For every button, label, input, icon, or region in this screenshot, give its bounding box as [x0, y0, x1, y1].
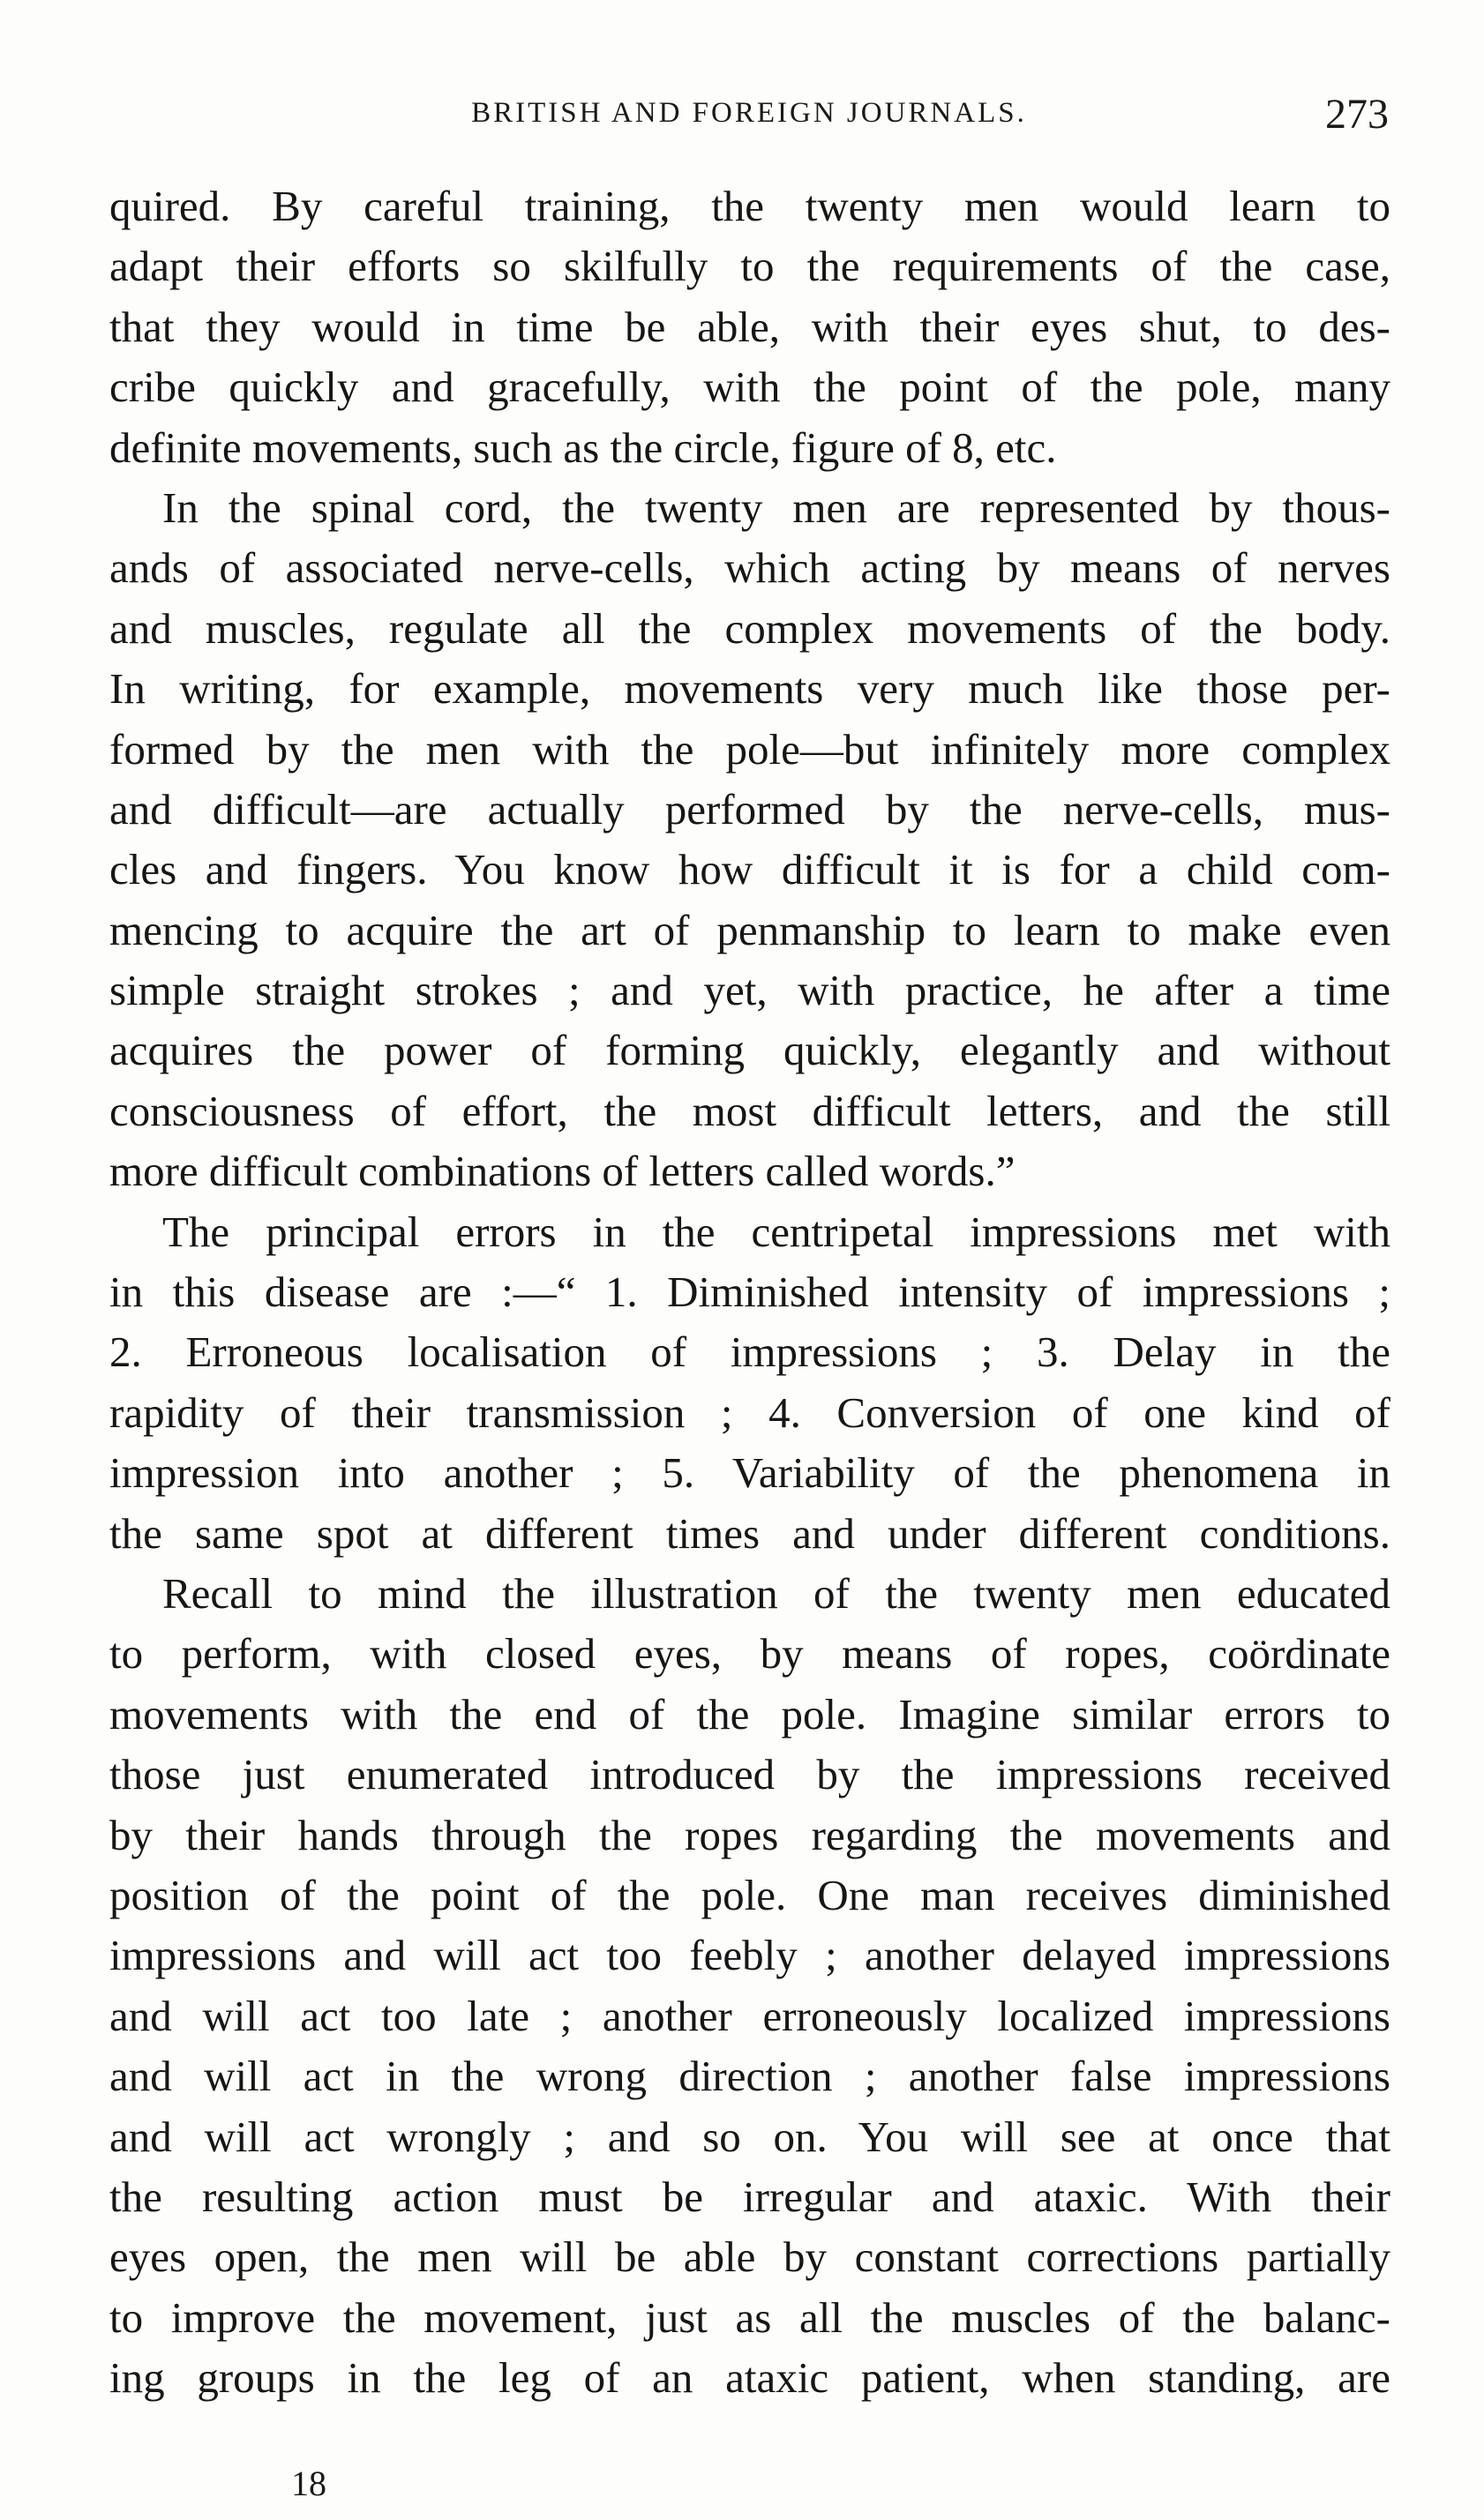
paragraph-3	[109, 1202, 1390, 1564]
text-line: ing groups in the leg of an ataxic patient, when standing, are	[109, 2353, 1390, 2403]
text-line: to perform, with closed eyes, by means of ropes, coördinate	[109, 1629, 1390, 1679]
text-line: that they would in time be able, with their eyes shut, to des-	[109, 302, 1390, 351]
paragraph-4	[109, 1564, 1390, 2408]
text-line: cles and fingers. You know how difficult it is for a child com-	[109, 845, 1390, 894]
text-line: mencing to acquire the art of penmanship to learn to make even	[109, 905, 1390, 954]
text-line: the same spot at different times and under different conditions.	[109, 1508, 1390, 1558]
text-line: and difficult—are actually performed by the nerve-cells, mus-	[109, 784, 1390, 834]
text-line: In writing, for example, movements very much like those per-	[109, 664, 1390, 714]
text-line: those just enumerated introduced by the impressions received	[109, 1750, 1390, 1799]
text-line: rapidity of their transmission ; 4. Conversion of one kind of	[109, 1387, 1390, 1437]
text-line: by their hands through the ropes regarding the movements and	[109, 1810, 1390, 1859]
text-line: eyes open, the men will be able by constant corrections partially	[109, 2232, 1390, 2282]
text-line: to improve the movement, just as all the muscles of the balanc-	[109, 2292, 1390, 2342]
text-line: 2. Erroneous localisation of impressions ; 3. Delay in the	[109, 1327, 1390, 1377]
text-line: the resulting action must be irregular and ataxic. With their	[109, 2172, 1390, 2221]
text-line: cribe quickly and gracefully, with the point of the pole, many	[109, 363, 1390, 412]
text-line: ands of associated nerve-cells, which acting by means of nerves	[109, 543, 1390, 593]
text-line: simple straight strokes ; and yet, with practice, he after a time	[109, 966, 1390, 1015]
text-line: impressions and will act too feebly ; another delayed impressions	[109, 1931, 1390, 1980]
text-line: and muscles, regulate all the complex movements of the body.	[109, 603, 1390, 653]
page-number: 273	[1325, 91, 1389, 138]
text-line: In the spinal cord, the twenty men are represented by thous-	[162, 482, 1390, 532]
text-line: acquires the power of forming quickly, elegantly and without	[109, 1026, 1390, 1075]
paragraph-2	[109, 478, 1390, 1202]
text-line: Recall to mind the illustration of the twenty men educated	[162, 1568, 1390, 1618]
text-line: The principal errors in the centripetal impressions met with	[162, 1207, 1390, 1256]
body-text	[109, 176, 1390, 2408]
text-line: movements with the end of the pole. Imagine similar errors to	[109, 1689, 1390, 1739]
running-head	[109, 91, 1389, 150]
text-line: adapt their efforts so skilfully to the requirements of the case,	[109, 242, 1390, 291]
text-line: and will act wrongly ; and so on. You will see at once that	[109, 2112, 1390, 2161]
paragraph-1	[109, 176, 1390, 478]
text-line: position of the point of the pole. One man receives diminished	[109, 1870, 1390, 1919]
text-line: and will act too late ; another erroneously localized impressions	[109, 1991, 1390, 2040]
text-line: consciousness of effort, the most difficult letters, and the still	[109, 1086, 1390, 1135]
text-line: more difficult combinations of letters called words.”	[109, 1147, 1016, 1196]
text-line: and will act in the wrong direction ; another false impressions	[109, 2052, 1390, 2101]
signature-mark: 18	[291, 2464, 326, 2503]
text-line: impression into another ; 5. Variability of the phenomena in	[109, 1448, 1390, 1498]
text-line: definite movements, such as the circle, figure of 8, etc.	[109, 422, 1057, 472]
running-title: BRITISH AND FOREIGN JOURNALS.	[471, 97, 1027, 129]
text-line: quired. By careful training, the twenty men would learn to	[109, 182, 1390, 230]
text-line: formed by the men with the pole—but infinitely more complex	[109, 724, 1390, 774]
text-line: in this disease are :—“ 1. Diminished intensity of impressions ;	[109, 1267, 1390, 1317]
